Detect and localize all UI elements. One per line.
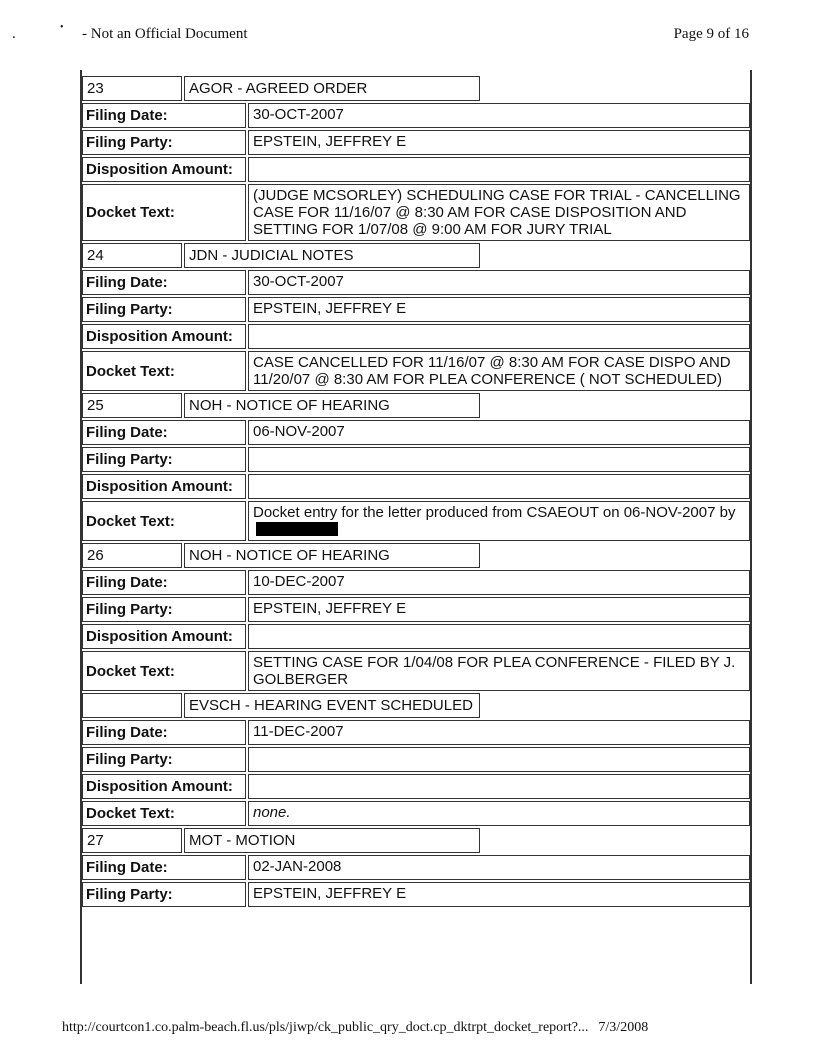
docket-text-value: (JUDGE MCSORLEY) SCHEDULING CASE FOR TRIAL - CANCELLING CASE FOR 11/16/07 @ 8:30 AM FOR CASE DISPOSITION AND SETTING FOR 1/07/08 @ 9:00 AM FOR JURY TRIAL [248,184,750,241]
docket-entry [82,693,750,826]
filing-date-value: 02-JAN-2008 [248,855,750,880]
filing-date-value: 30-OCT-2007 [248,103,750,128]
filing-date-label: Filing Date: [82,270,246,295]
docket-report [82,76,750,909]
docket-entry [82,393,750,541]
filing-date-label: Filing Date: [82,855,246,880]
page-footer [62,1020,762,1036]
docket-text-label: Docket Text: [82,351,246,391]
entry-header [82,543,750,568]
filing-party-row [82,297,750,322]
filing-party-value [248,747,750,772]
docket-entry [82,243,750,391]
disposition-amount-value [248,774,750,799]
docket-entry [82,76,750,241]
filing-party-value: EPSTEIN, JEFFREY E [248,130,750,155]
filing-party-row [82,130,750,155]
filing-party-row [82,882,750,907]
filing-date-label: Filing Date: [82,720,246,745]
filing-date-label: Filing Date: [82,570,246,595]
entry-header [82,693,750,718]
entry-code: MOT - MOTION [184,828,480,853]
page-header [0,22,815,46]
disposition-amount-label: Disposition Amount: [82,157,246,182]
disposition-amount-value [248,157,750,182]
filing-party-value: EPSTEIN, JEFFREY E [248,597,750,622]
source-url: http://courtcon1.co.palm-beach.fl.us/pls/jiwp/ck_public_qry_doct.cp_dktrpt_docket_report?... [62,1020,589,1035]
filing-date-row [82,720,750,745]
page-number: Page 9 of 16 [673,26,749,42]
entry-header [82,393,750,418]
disposition-amount-row [82,624,750,649]
docket-entry [82,828,750,907]
filing-date-value: 11-DEC-2007 [248,720,750,745]
filing-party-label: Filing Party: [82,747,246,772]
docket-text-row [82,184,750,241]
disposition-amount-row [82,324,750,349]
filing-party-row [82,747,750,772]
disposition-amount-row [82,774,750,799]
disposition-amount-value [248,324,750,349]
entry-header [82,828,750,853]
filing-party-label: Filing Party: [82,597,246,622]
disposition-amount-label: Disposition Amount: [82,324,246,349]
filing-date-row [82,270,750,295]
docket-text-value: SETTING CASE FOR 1/04/08 FOR PLEA CONFERENCE - FILED BY J. GOLBERGER [248,651,750,691]
document-title: - Not an Official Document [82,26,248,42]
entry-code: NOH - NOTICE OF HEARING [184,393,480,418]
bullet-mark: • [60,22,64,33]
entry-code: JDN - JUDICIAL NOTES [184,243,480,268]
docket-text-label: Docket Text: [82,651,246,691]
filing-date-value: 30-OCT-2007 [248,270,750,295]
filing-date-label: Filing Date: [82,420,246,445]
docket-text-row [82,501,750,541]
entry-header [82,76,750,101]
disposition-amount-label: Disposition Amount: [82,774,246,799]
docket-text-row [82,351,750,391]
filing-party-label: Filing Party: [82,882,246,907]
filing-party-row [82,447,750,472]
filing-date-row [82,855,750,880]
entry-number: 24 [82,243,182,268]
docket-text-label: Docket Text: [82,501,246,541]
entry-code: NOH - NOTICE OF HEARING [184,543,480,568]
entry-number: 26 [82,543,182,568]
filing-date-value: 06-NOV-2007 [248,420,750,445]
filing-party-value: EPSTEIN, JEFFREY E [248,882,750,907]
disposition-amount-row [82,157,750,182]
filing-party-label: Filing Party: [82,447,246,472]
disposition-amount-value [248,474,750,499]
docket-text-label: Docket Text: [82,184,246,241]
entry-code: EVSCH - HEARING EVENT SCHEDULED [184,693,480,718]
scan-mark: . [12,26,16,42]
disposition-amount-label: Disposition Amount: [82,624,246,649]
filing-date-value: 10-DEC-2007 [248,570,750,595]
entry-number [82,693,182,718]
filing-party-row [82,597,750,622]
docket-entry [82,543,750,691]
docket-text-label: Docket Text: [82,801,246,826]
disposition-amount-row [82,474,750,499]
docket-text-value [248,501,750,541]
filing-date-row [82,420,750,445]
docket-text-value: none. [248,801,750,826]
filing-party-label: Filing Party: [82,297,246,322]
entry-code: AGOR - AGREED ORDER [184,76,480,101]
filing-party-label: Filing Party: [82,130,246,155]
filing-date-row [82,570,750,595]
disposition-amount-label: Disposition Amount: [82,474,246,499]
docket-text-content: Docket entry for the letter produced from CSAEOUT on 06-NOV-2007 by [253,504,736,521]
filing-date-label: Filing Date: [82,103,246,128]
entry-number: 27 [82,828,182,853]
entry-number: 23 [82,76,182,101]
redaction-bar [256,522,338,536]
docket-text-row [82,801,750,826]
entry-number: 25 [82,393,182,418]
docket-text-row [82,651,750,691]
entry-header [82,243,750,268]
filing-party-value [248,447,750,472]
filing-party-value: EPSTEIN, JEFFREY E [248,297,750,322]
docket-text-value: CASE CANCELLED FOR 11/16/07 @ 8:30 AM FOR CASE DISPO AND 11/20/07 @ 8:30 AM FOR PLEA CONFERENCE ( NOT SCHEDULED) [248,351,750,391]
filing-date-row [82,103,750,128]
print-date: 7/3/2008 [598,1020,649,1035]
disposition-amount-value [248,624,750,649]
